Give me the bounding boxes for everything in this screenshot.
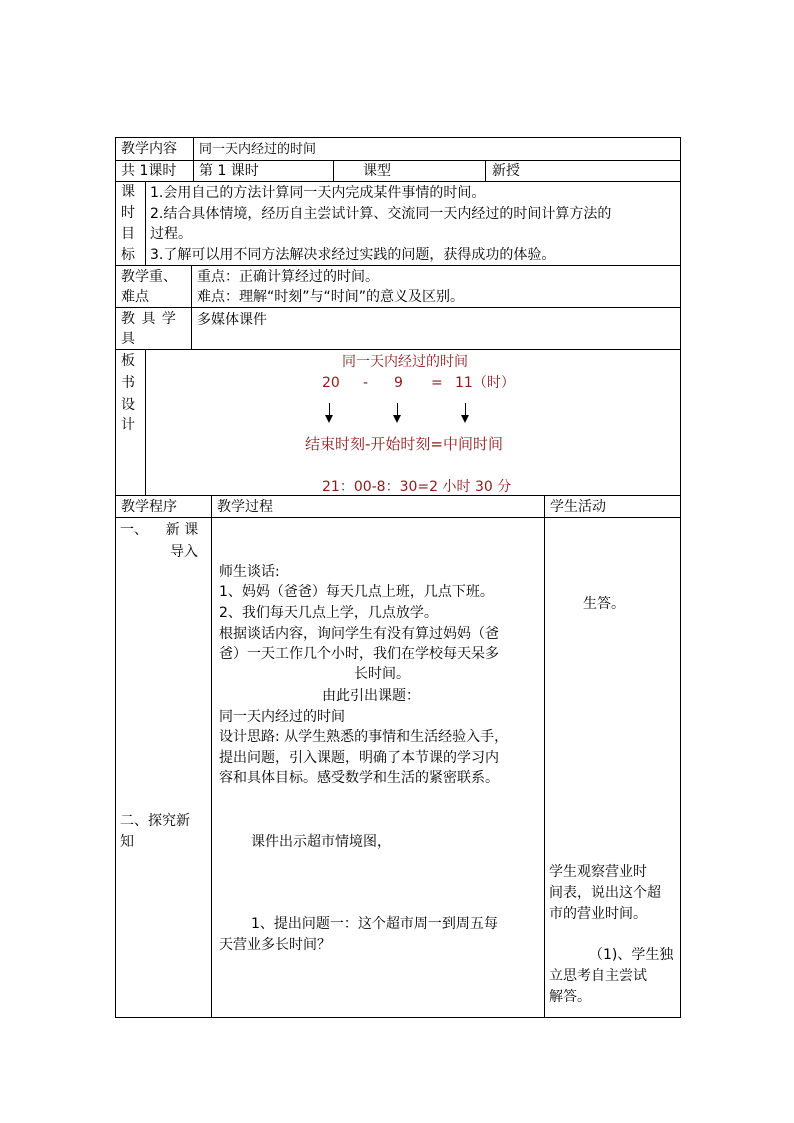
board-title: 同一天内经过的时间 <box>342 354 468 370</box>
step-1-label-cont: 导入 <box>170 544 198 560</box>
content-label: 教学内容 <box>121 141 177 157</box>
activity-line: 市的营业时间。 <box>549 906 647 922</box>
lesson-type-value: 新授 <box>492 163 520 179</box>
activity-line: 生答。 <box>583 596 625 612</box>
board-formula: 结束时刻-开始时刻=中间时间 <box>305 435 503 453</box>
process-line: 同一天内经过的时间 <box>219 709 345 725</box>
activity-line: 立思考自主尝试 <box>549 968 647 984</box>
lesson-number: 第 1 课时 <box>199 163 259 179</box>
process-line: 师生谈话: <box>219 564 280 580</box>
lesson-type-label: 课型 <box>363 163 391 179</box>
step-2-label: 二、探究新 <box>120 813 190 829</box>
process-line: 设计思路: 从学生熟悉的事情和生活经验入手， <box>219 729 509 745</box>
process-line: 1、提出问题一：这个超市周一到周五每 <box>251 916 498 932</box>
header-process: 教学过程 <box>217 499 273 515</box>
process-line: 长时间。 <box>354 666 410 682</box>
board-label-char: 设 <box>121 397 135 413</box>
objective-1: 1.会用自己的方法计算同一天内完成某件事情的时间。 <box>150 185 486 201</box>
step-2-label-cont: 知 <box>120 834 134 850</box>
board-equation-equals: = <box>431 375 443 391</box>
process-line: 2、我们每天几点上学，几点放学。 <box>219 605 438 621</box>
board-label-char: 计 <box>121 417 135 433</box>
process-line: 1、妈妈（爸爸）每天几点上班，几点下班。 <box>219 584 494 600</box>
board-equation-c: 11（时） <box>455 375 515 391</box>
process-line: 提出问题，引入课题，明确了本节课的学习内 <box>219 750 499 766</box>
board-equation-a: 20 <box>322 375 340 391</box>
focus-point: 重点：正确计算经过的时间。 <box>197 269 379 285</box>
board-label-char: 书 <box>121 375 135 391</box>
total-hours: 共 1课时 <box>121 163 177 179</box>
activity-line: （1)、学生独 <box>589 947 674 963</box>
board-label-char: 板 <box>121 353 135 369</box>
process-line: 天营业多长时间？ <box>219 937 331 953</box>
board-equation-b: 9 <box>394 375 403 391</box>
tools-label: 教 具 学 <box>121 311 177 327</box>
objective-2-cont: 过程。 <box>150 226 192 242</box>
process-line: 容和具体目标。感受数学和生活的紧密联系。 <box>219 770 499 786</box>
header-procedure: 教学程序 <box>121 499 177 515</box>
activity-line: 学生观察营业时 <box>549 864 647 880</box>
activity-line: 间表，说出这个超 <box>549 885 661 901</box>
board-equation-minus: - <box>363 375 369 391</box>
process-line: 根据谈话内容，询问学生有没有算过妈妈（爸 <box>219 626 499 642</box>
process-line: 课件出示超市情境图， <box>251 834 391 850</box>
process-line: 爸）一天工作几个小时，我们在学校每天呆多 <box>219 646 499 662</box>
process-line: 由此引出课题： <box>322 688 420 704</box>
content-value: 同一天内经过的时间 <box>199 142 317 157</box>
keypoints-label: 教学重、 <box>121 269 177 285</box>
objectives-label-char: 时 <box>121 205 135 221</box>
tools-label-cont: 具 <box>121 331 135 347</box>
keypoints-label-cont: 难点 <box>121 289 149 305</box>
objective-2: 2.结合具体情境，经历自主尝试计算、交流同一天内经过的时间计算方法的 <box>150 206 612 222</box>
board-example: 21：00-8：30=2 小时 30 分 <box>322 479 512 495</box>
objective-3: 3.了解可以用不同方法解决求经过实践的问题，获得成功的体验。 <box>150 247 556 263</box>
objectives-label-char: 标 <box>121 247 135 263</box>
objectives-label-char: 目 <box>121 226 135 242</box>
header-activity: 学生活动 <box>550 499 606 515</box>
tools-value: 多媒体课件 <box>197 312 267 328</box>
activity-line: 解答。 <box>549 989 591 1005</box>
difficulty-point: 难点：理解“时刻”与“时间”的意义及区别。 <box>197 289 465 305</box>
objectives-label-char: 课 <box>121 184 135 200</box>
step-1-label: 一、 新 课 <box>120 522 199 538</box>
